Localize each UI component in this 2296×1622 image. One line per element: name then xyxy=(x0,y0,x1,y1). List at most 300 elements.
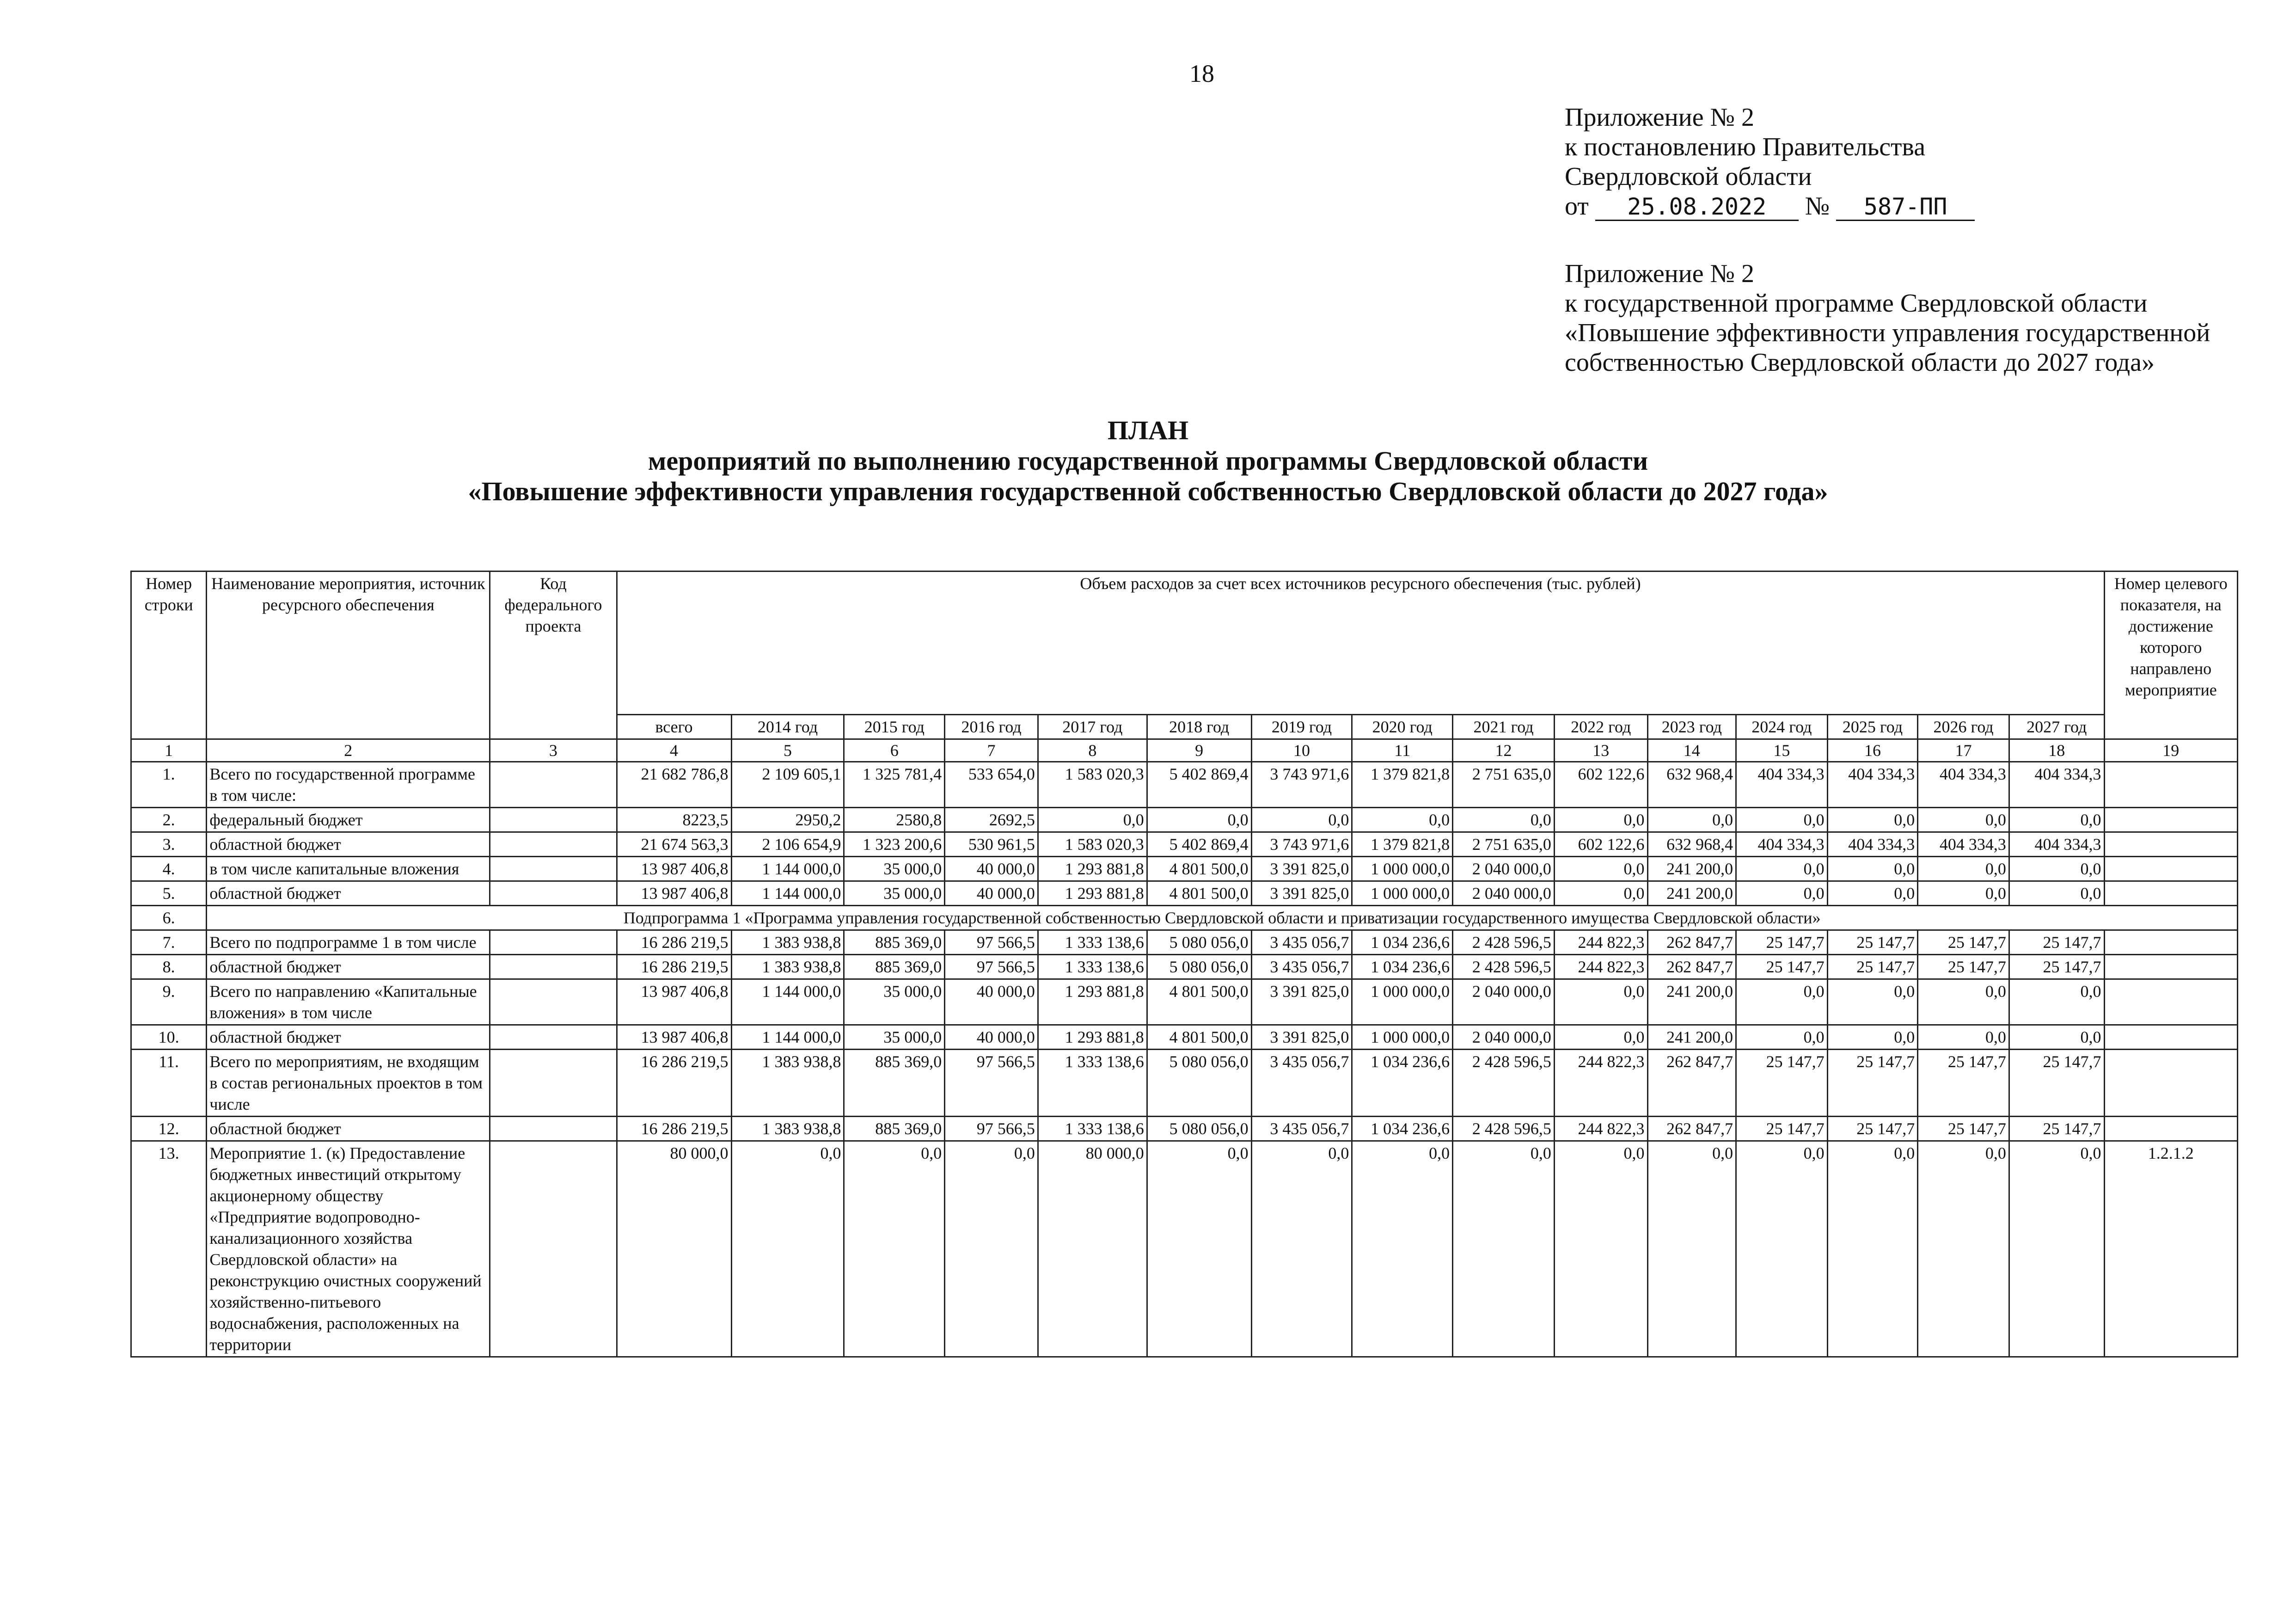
value-cell: 1 000 000,0 xyxy=(1352,1025,1453,1050)
value-cell: 632 968,4 xyxy=(1647,762,1736,808)
value-cell: 25 147,7 xyxy=(1918,930,2009,955)
value-cell: 0,0 xyxy=(2009,881,2104,906)
value-cell: 0,0 xyxy=(2009,857,2104,881)
value-cell: 25 147,7 xyxy=(1827,1117,1918,1141)
value-cell: 404 334,3 xyxy=(1736,762,1828,808)
row-name-cell: Всего по государственной программе в том числе: xyxy=(207,762,490,808)
value-cell: 35 000,0 xyxy=(844,1025,945,1050)
value-cell: 0,0 xyxy=(1736,1141,1828,1357)
value-cell: 25 147,7 xyxy=(2009,955,2104,979)
table-row xyxy=(131,762,2238,808)
value-cell: 0,0 xyxy=(2009,979,2104,1025)
value-cell: 602 122,6 xyxy=(1554,762,1647,808)
column-index-cell: 9 xyxy=(1147,739,1251,762)
target-cell xyxy=(2104,1117,2237,1141)
target-cell xyxy=(2104,808,2237,832)
target-cell xyxy=(2104,762,2237,808)
value-cell: 0,0 xyxy=(1918,881,2009,906)
value-cell: 3 435 056,7 xyxy=(1251,955,1352,979)
value-cell: 3 391 825,0 xyxy=(1251,979,1352,1025)
value-cell: 885 369,0 xyxy=(844,1117,945,1141)
row-number-cell: 9. xyxy=(131,979,207,1025)
value-cell: 13 987 406,8 xyxy=(617,979,731,1025)
target-cell xyxy=(2104,1050,2237,1117)
row-name-cell: областной бюджет xyxy=(207,1025,490,1050)
value-cell: 1 034 236,6 xyxy=(1352,930,1453,955)
value-cell: 16 286 219,5 xyxy=(617,955,731,979)
value-cell: 0,0 xyxy=(1554,808,1647,832)
value-cell: 241 200,0 xyxy=(1647,979,1736,1025)
header-year: 2016 год xyxy=(945,715,1038,739)
row-number-cell: 8. xyxy=(131,955,207,979)
table-row xyxy=(131,930,2238,955)
value-cell: 404 334,3 xyxy=(1736,832,1828,857)
header-year: 2027 год xyxy=(2009,715,2104,739)
appendix-program-line1: Приложение № 2 xyxy=(1565,259,1754,288)
row-number-cell: 13. xyxy=(131,1141,207,1357)
column-index-cell: 5 xyxy=(731,739,844,762)
column-index-cell: 4 xyxy=(617,739,731,762)
value-cell: 3 391 825,0 xyxy=(1251,1025,1352,1050)
value-cell: 0,0 xyxy=(1736,979,1828,1025)
value-cell: 0,0 xyxy=(2009,1141,2104,1357)
value-cell: 5 080 056,0 xyxy=(1147,955,1251,979)
federal-code-cell xyxy=(490,832,617,857)
target-cell xyxy=(2104,1025,2237,1050)
value-cell: 262 847,7 xyxy=(1647,930,1736,955)
value-cell: 1 583 020,3 xyxy=(1038,762,1147,808)
row-number-cell: 11. xyxy=(131,1050,207,1117)
column-index-cell: 14 xyxy=(1647,739,1736,762)
column-index-cell: 3 xyxy=(490,739,617,762)
header-year: 2024 год xyxy=(1736,715,1828,739)
value-cell: 25 147,7 xyxy=(1736,930,1828,955)
row-number-cell: 1. xyxy=(131,762,207,808)
row-name-cell: Всего по мероприятиям, не входящим в состав региональных проектов в том числе xyxy=(207,1050,490,1117)
value-cell: 3 435 056,7 xyxy=(1251,1117,1352,1141)
value-cell: 0,0 xyxy=(1453,808,1555,832)
value-cell: 4 801 500,0 xyxy=(1147,881,1251,906)
target-cell xyxy=(2104,832,2237,857)
header-year: всего xyxy=(617,715,731,739)
value-cell: 602 122,6 xyxy=(1554,832,1647,857)
value-cell: 8223,5 xyxy=(617,808,731,832)
column-index-cell: 6 xyxy=(844,739,945,762)
value-cell: 1 034 236,6 xyxy=(1352,1050,1453,1117)
column-index-cell: 10 xyxy=(1251,739,1352,762)
value-cell: 3 391 825,0 xyxy=(1251,881,1352,906)
value-cell: 40 000,0 xyxy=(945,881,1038,906)
value-cell: 0,0 xyxy=(1827,979,1918,1025)
federal-code-cell xyxy=(490,881,617,906)
value-cell: 5 080 056,0 xyxy=(1147,1117,1251,1141)
value-cell: 0,0 xyxy=(945,1141,1038,1357)
value-cell: 13 987 406,8 xyxy=(617,857,731,881)
value-cell: 2 040 000,0 xyxy=(1453,857,1555,881)
value-cell: 25 147,7 xyxy=(2009,930,2104,955)
federal-code-cell xyxy=(490,1117,617,1141)
table-row xyxy=(131,979,2238,1025)
value-cell: 0,0 xyxy=(1647,1141,1736,1357)
value-cell: 404 334,3 xyxy=(1918,832,2009,857)
appendix-program-line3: «Повышение эффективности управления государственной xyxy=(1565,319,2210,347)
value-cell: 0,0 xyxy=(1918,1025,2009,1050)
row-number-cell: 12. xyxy=(131,1117,207,1141)
value-cell: 4 801 500,0 xyxy=(1147,857,1251,881)
value-cell: 3 391 825,0 xyxy=(1251,857,1352,881)
header-row-1 xyxy=(131,571,2238,715)
value-cell: 25 147,7 xyxy=(2009,1117,2104,1141)
header-year: 2019 год xyxy=(1251,715,1352,739)
value-cell: 1 333 138,6 xyxy=(1038,955,1147,979)
value-cell: 0,0 xyxy=(1918,979,2009,1025)
from-label: от xyxy=(1565,192,1589,221)
page-number: 18 xyxy=(1189,60,1214,87)
appendix-decree-line2: к постановлению Правительства xyxy=(1565,133,1926,161)
column-index-cell: 8 xyxy=(1038,739,1147,762)
target-cell xyxy=(2104,857,2237,881)
subprogram-title-cell: Подпрограмма 1 «Программа управления государственной собственностью Свердловской области и приватизации государственного имущества Свердловской области» xyxy=(207,906,2238,930)
decree-date: 25.08.2022 xyxy=(1595,194,1799,221)
value-cell: 40 000,0 xyxy=(945,1025,1038,1050)
subprogram-row xyxy=(131,906,2238,930)
value-cell: 244 822,3 xyxy=(1554,1117,1647,1141)
value-cell: 0,0 xyxy=(2009,808,2104,832)
value-cell: 1 293 881,8 xyxy=(1038,857,1147,881)
value-cell: 97 566,5 xyxy=(945,1050,1038,1117)
value-cell: 40 000,0 xyxy=(945,857,1038,881)
federal-code-cell xyxy=(490,857,617,881)
value-cell: 885 369,0 xyxy=(844,930,945,955)
column-index-cell: 17 xyxy=(1918,739,2009,762)
column-index-cell: 1 xyxy=(131,739,207,762)
value-cell: 1 379 821,8 xyxy=(1352,762,1453,808)
value-cell: 21 682 786,8 xyxy=(617,762,731,808)
value-cell: 0,0 xyxy=(1736,857,1828,881)
header-name: Наименование мероприятия, источник ресурсного обеспечения xyxy=(207,571,490,739)
federal-code-cell xyxy=(490,1141,617,1357)
row-number-cell: 10. xyxy=(131,1025,207,1050)
value-cell: 13 987 406,8 xyxy=(617,881,731,906)
value-cell: 97 566,5 xyxy=(945,930,1038,955)
value-cell: 97 566,5 xyxy=(945,1117,1038,1141)
value-cell: 404 334,3 xyxy=(1827,762,1918,808)
row-name-cell: Всего по подпрограмме 1 в том числе xyxy=(207,930,490,955)
value-cell: 1 144 000,0 xyxy=(731,1025,844,1050)
title-line3: «Повышение эффективности управления государственной собственностью Свердловской области до 2027 года» xyxy=(468,476,1828,506)
header-expenses: Объем расходов за счет всех источников ресурсного обеспечения (тыс. рублей) xyxy=(617,571,2104,715)
value-cell: 2 428 596,5 xyxy=(1453,930,1555,955)
value-cell: 25 147,7 xyxy=(1918,955,2009,979)
header-year: 2015 год xyxy=(844,715,945,739)
header-year: 2022 год xyxy=(1554,715,1647,739)
value-cell: 632 968,4 xyxy=(1647,832,1736,857)
column-index-cell: 13 xyxy=(1554,739,1647,762)
value-cell: 35 000,0 xyxy=(844,881,945,906)
value-cell: 241 200,0 xyxy=(1647,857,1736,881)
value-cell: 0,0 xyxy=(1453,1141,1555,1357)
value-cell: 1 323 200,6 xyxy=(844,832,945,857)
value-cell: 1 000 000,0 xyxy=(1352,881,1453,906)
header-year: 2020 год xyxy=(1352,715,1453,739)
value-cell: 0,0 xyxy=(1918,857,2009,881)
value-cell: 0,0 xyxy=(1827,808,1918,832)
value-cell: 262 847,7 xyxy=(1647,1050,1736,1117)
row-number-cell: 5. xyxy=(131,881,207,906)
header-year: 2017 год xyxy=(1038,715,1147,739)
value-cell: 2 040 000,0 xyxy=(1453,979,1555,1025)
row-name-cell: Всего по направлению «Капитальные вложения» в том числе xyxy=(207,979,490,1025)
value-cell: 2 040 000,0 xyxy=(1453,1025,1555,1050)
table-row xyxy=(131,955,2238,979)
value-cell: 1 383 938,8 xyxy=(731,1117,844,1141)
value-cell: 35 000,0 xyxy=(844,857,945,881)
value-cell: 0,0 xyxy=(1918,1141,2009,1357)
value-cell: 16 286 219,5 xyxy=(617,930,731,955)
header-year: 2014 год xyxy=(731,715,844,739)
plan-table-wrapper xyxy=(130,571,2238,1358)
value-cell: 25 147,7 xyxy=(1827,1050,1918,1117)
value-cell: 0,0 xyxy=(1554,857,1647,881)
value-cell: 244 822,3 xyxy=(1554,930,1647,955)
value-cell: 1 293 881,8 xyxy=(1038,1025,1147,1050)
row-name-cell: областной бюджет xyxy=(207,832,490,857)
value-cell: 244 822,3 xyxy=(1554,1050,1647,1117)
target-cell xyxy=(2104,881,2237,906)
row-name-cell: областной бюджет xyxy=(207,955,490,979)
value-cell: 2 428 596,5 xyxy=(1453,1117,1555,1141)
value-cell: 244 822,3 xyxy=(1554,955,1647,979)
header-year: 2025 год xyxy=(1827,715,1918,739)
value-cell: 97 566,5 xyxy=(945,955,1038,979)
value-cell: 0,0 xyxy=(1147,808,1251,832)
title-line1: ПЛАН xyxy=(1107,415,1189,445)
value-cell: 0,0 xyxy=(2009,1025,2104,1050)
header-row-number: Номер строки xyxy=(131,571,207,739)
value-cell: 2692,5 xyxy=(945,808,1038,832)
decree-number: 587-ПП xyxy=(1836,194,1975,221)
value-cell: 262 847,7 xyxy=(1647,955,1736,979)
value-cell: 21 674 563,3 xyxy=(617,832,731,857)
value-cell: 0,0 xyxy=(731,1141,844,1357)
value-cell: 5 080 056,0 xyxy=(1147,930,1251,955)
row-name-cell: федеральный бюджет xyxy=(207,808,490,832)
value-cell: 1 325 781,4 xyxy=(844,762,945,808)
column-index-cell: 15 xyxy=(1736,739,1828,762)
header-year: 2018 год xyxy=(1147,715,1251,739)
value-cell: 3 743 971,6 xyxy=(1251,762,1352,808)
value-cell: 16 286 219,5 xyxy=(617,1050,731,1117)
value-cell: 80 000,0 xyxy=(617,1141,731,1357)
table-row xyxy=(131,808,2238,832)
value-cell: 1 333 138,6 xyxy=(1038,1050,1147,1117)
value-cell: 2 751 635,0 xyxy=(1453,762,1555,808)
value-cell: 0,0 xyxy=(1827,881,1918,906)
value-cell: 0,0 xyxy=(1554,1141,1647,1357)
value-cell: 0,0 xyxy=(1918,808,2009,832)
value-cell: 0,0 xyxy=(1554,979,1647,1025)
value-cell: 1 333 138,6 xyxy=(1038,1117,1147,1141)
value-cell: 2 040 000,0 xyxy=(1453,881,1555,906)
column-index-cell: 2 xyxy=(207,739,490,762)
value-cell: 1 144 000,0 xyxy=(731,857,844,881)
value-cell: 2 109 605,1 xyxy=(731,762,844,808)
header-year: 2021 год xyxy=(1453,715,1555,739)
column-index-cell: 7 xyxy=(945,739,1038,762)
target-cell xyxy=(2104,930,2237,955)
value-cell: 0,0 xyxy=(1736,1025,1828,1050)
value-cell: 2 428 596,5 xyxy=(1453,1050,1555,1117)
value-cell: 0,0 xyxy=(1736,881,1828,906)
table-row xyxy=(131,1117,2238,1141)
row-number-cell: 3. xyxy=(131,832,207,857)
value-cell: 0,0 xyxy=(1827,1025,1918,1050)
value-cell: 4 801 500,0 xyxy=(1147,979,1251,1025)
value-cell: 533 654,0 xyxy=(945,762,1038,808)
table-row xyxy=(131,1025,2238,1050)
column-index-cell: 11 xyxy=(1352,739,1453,762)
row-name-cell: областной бюджет xyxy=(207,1117,490,1141)
plan-table xyxy=(130,571,2238,1358)
federal-code-cell xyxy=(490,1025,617,1050)
value-cell: 3 435 056,7 xyxy=(1251,930,1352,955)
federal-code-cell xyxy=(490,1050,617,1117)
header-year: 2023 год xyxy=(1647,715,1736,739)
table-row xyxy=(131,881,2238,906)
value-cell: 2 106 654,9 xyxy=(731,832,844,857)
header-federal-code: Код федерального проекта xyxy=(490,571,617,739)
value-cell: 5 080 056,0 xyxy=(1147,1050,1251,1117)
value-cell: 3 435 056,7 xyxy=(1251,1050,1352,1117)
value-cell: 404 334,3 xyxy=(2009,762,2104,808)
value-cell: 0,0 xyxy=(1352,1141,1453,1357)
table-row xyxy=(131,832,2238,857)
table-row xyxy=(131,1141,2238,1357)
value-cell: 13 987 406,8 xyxy=(617,1025,731,1050)
value-cell: 885 369,0 xyxy=(844,1050,945,1117)
appendix-program-line2: к государственной программе Свердловской области xyxy=(1565,289,2148,318)
target-cell xyxy=(2104,955,2237,979)
header-target: Номер целевого показателя, на достижение которого направлено мероприятие xyxy=(2104,571,2237,739)
value-cell: 2580,8 xyxy=(844,808,945,832)
appendix-decree-line3: Свердловской области xyxy=(1565,162,1812,191)
value-cell: 0,0 xyxy=(1251,1141,1352,1357)
value-cell: 5 402 869,4 xyxy=(1147,762,1251,808)
value-cell: 2 428 596,5 xyxy=(1453,955,1555,979)
target-cell: 1.2.1.2 xyxy=(2104,1141,2237,1357)
column-index-row xyxy=(131,739,2238,762)
federal-code-cell xyxy=(490,808,617,832)
value-cell: 25 147,7 xyxy=(1918,1050,2009,1117)
value-cell: 0,0 xyxy=(1352,808,1453,832)
value-cell: 0,0 xyxy=(1251,808,1352,832)
value-cell: 2 751 635,0 xyxy=(1453,832,1555,857)
value-cell: 16 286 219,5 xyxy=(617,1117,731,1141)
value-cell: 404 334,3 xyxy=(1827,832,1918,857)
value-cell: 0,0 xyxy=(1736,808,1828,832)
value-cell: 2950,2 xyxy=(731,808,844,832)
appendix-decree-date-line xyxy=(1565,191,1975,221)
appendix-decree xyxy=(1565,103,1975,221)
value-cell: 0,0 xyxy=(1647,808,1736,832)
value-cell: 3 743 971,6 xyxy=(1251,832,1352,857)
value-cell: 1 383 938,8 xyxy=(731,955,844,979)
value-cell: 0,0 xyxy=(1554,1025,1647,1050)
table-body xyxy=(131,739,2238,1357)
value-cell: 1 000 000,0 xyxy=(1352,857,1453,881)
column-index-cell: 19 xyxy=(2104,739,2237,762)
row-number-cell: 7. xyxy=(131,930,207,955)
row-number-cell: 2. xyxy=(131,808,207,832)
number-label: № xyxy=(1805,192,1830,221)
appendix-program xyxy=(1565,259,2286,377)
value-cell: 5 402 869,4 xyxy=(1147,832,1251,857)
value-cell: 1 293 881,8 xyxy=(1038,881,1147,906)
value-cell: 25 147,7 xyxy=(1736,955,1828,979)
value-cell: 530 961,5 xyxy=(945,832,1038,857)
value-cell: 1 034 236,6 xyxy=(1352,1117,1453,1141)
value-cell: 1 144 000,0 xyxy=(731,881,844,906)
document-title xyxy=(0,415,2296,507)
value-cell: 0,0 xyxy=(1827,1141,1918,1357)
value-cell: 40 000,0 xyxy=(945,979,1038,1025)
federal-code-cell xyxy=(490,979,617,1025)
header-year: 2026 год xyxy=(1918,715,2009,739)
appendix-program-line4: собственностью Свердловской области до 2027 года» xyxy=(1565,348,2155,377)
value-cell: 262 847,7 xyxy=(1647,1117,1736,1141)
value-cell: 1 583 020,3 xyxy=(1038,832,1147,857)
value-cell: 4 801 500,0 xyxy=(1147,1025,1251,1050)
value-cell: 25 147,7 xyxy=(2009,1050,2104,1117)
value-cell: 1 383 938,8 xyxy=(731,930,844,955)
value-cell: 0,0 xyxy=(1147,1141,1251,1357)
column-index-cell: 12 xyxy=(1453,739,1555,762)
value-cell: 1 293 881,8 xyxy=(1038,979,1147,1025)
table-row xyxy=(131,857,2238,881)
value-cell: 25 147,7 xyxy=(1736,1117,1828,1141)
value-cell: 885 369,0 xyxy=(844,955,945,979)
row-number-cell: 6. xyxy=(131,906,207,930)
value-cell: 25 147,7 xyxy=(1827,930,1918,955)
value-cell: 25 147,7 xyxy=(1918,1117,2009,1141)
value-cell: 80 000,0 xyxy=(1038,1141,1147,1357)
value-cell: 0,0 xyxy=(844,1141,945,1357)
column-index-cell: 16 xyxy=(1827,739,1918,762)
row-name-cell: Мероприятие 1. (к) Предоставление бюджетных инвестиций открытому акционерному обществу «Предприятие водопроводно-канализационного хозяйства Свердловской области» на реконструкцию очистных сооружений хозяйственно-питьевого водоснабжения, расположенных на территории xyxy=(207,1141,490,1357)
value-cell: 1 000 000,0 xyxy=(1352,979,1453,1025)
federal-code-cell xyxy=(490,930,617,955)
value-cell: 1 379 821,8 xyxy=(1352,832,1453,857)
value-cell: 1 034 236,6 xyxy=(1352,955,1453,979)
value-cell: 1 144 000,0 xyxy=(731,979,844,1025)
value-cell: 0,0 xyxy=(1038,808,1147,832)
value-cell: 0,0 xyxy=(1554,881,1647,906)
title-line2: мероприятий по выполнению государственной программы Свердловской области xyxy=(648,446,1648,476)
column-index-cell: 18 xyxy=(2009,739,2104,762)
value-cell: 1 383 938,8 xyxy=(731,1050,844,1117)
value-cell: 404 334,3 xyxy=(2009,832,2104,857)
value-cell: 25 147,7 xyxy=(1827,955,1918,979)
value-cell: 35 000,0 xyxy=(844,979,945,1025)
value-cell: 0,0 xyxy=(1827,857,1918,881)
federal-code-cell xyxy=(490,762,617,808)
value-cell: 404 334,3 xyxy=(1918,762,2009,808)
value-cell: 241 200,0 xyxy=(1647,881,1736,906)
value-cell: 1 333 138,6 xyxy=(1038,930,1147,955)
row-number-cell: 4. xyxy=(131,857,207,881)
value-cell: 25 147,7 xyxy=(1736,1050,1828,1117)
value-cell: 241 200,0 xyxy=(1647,1025,1736,1050)
